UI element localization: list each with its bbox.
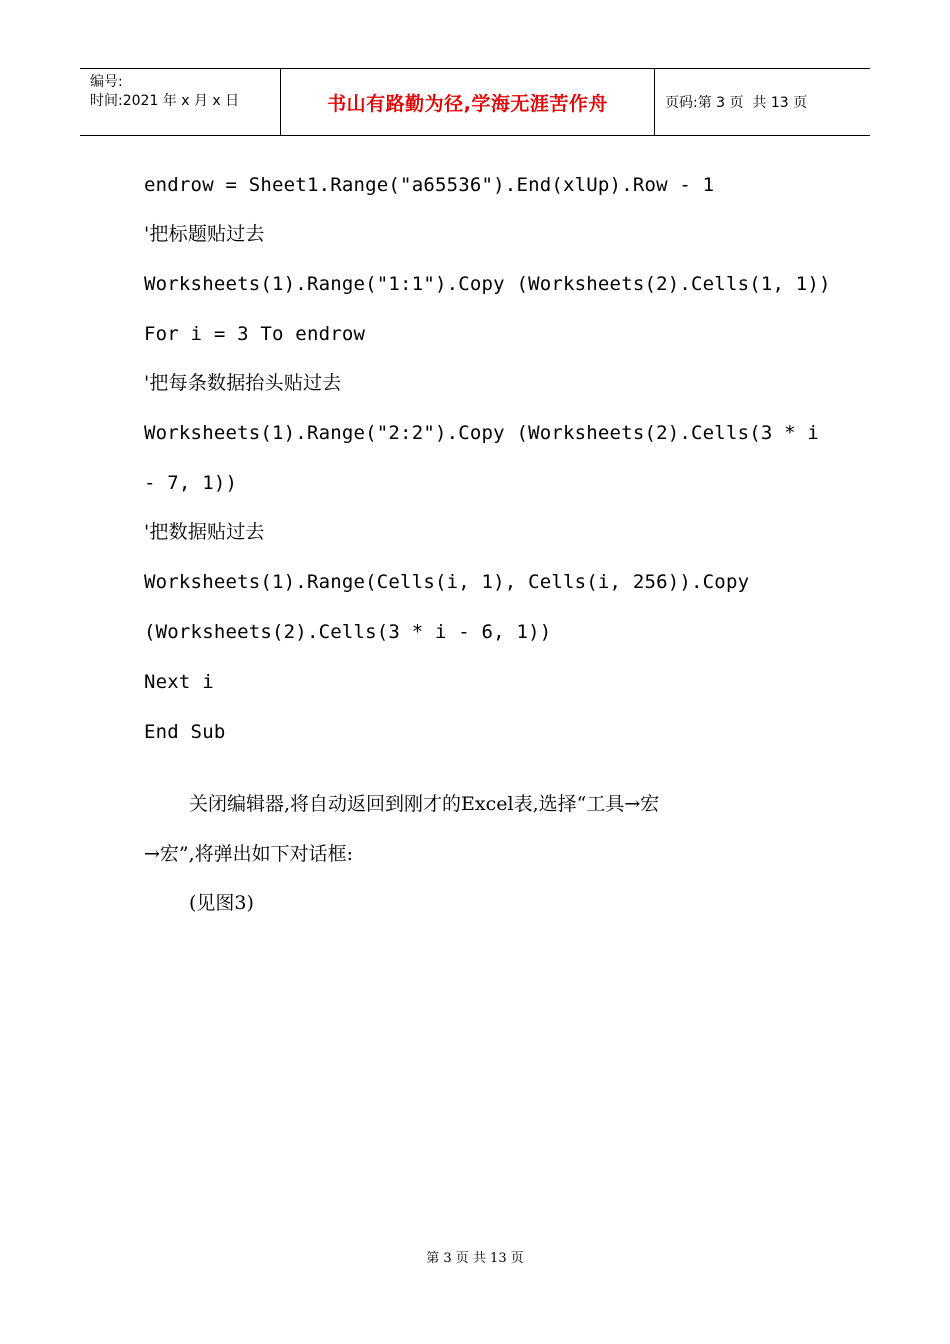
code-comment: '把数据贴过去: [144, 521, 265, 543]
code-line: For i = 3 To endrow: [144, 323, 366, 345]
header-page-cell: [655, 69, 870, 135]
code-line: endrow = Sheet1.Range("a65536").End(xlUp).Row - 1: [144, 174, 715, 196]
page-header: [80, 68, 870, 136]
code-line: Worksheets(1).Range(Cells(i, 1), Cells(i, 256)).Copy: [144, 571, 750, 593]
footer-page-number: 第 3 页 共 13 页: [426, 1251, 524, 1266]
code-line: Worksheets(1).Range("1:1").Copy (Worksheets(2).Cells(1, 1)): [144, 273, 831, 295]
header-motto: 书山有路勤为径,学海无涯苦作舟: [327, 92, 608, 115]
code-line: Worksheets(1).Range("2:2").Copy (Worksheets(2).Cells(3 * i: [144, 422, 820, 444]
page-footer: [0, 1247, 950, 1266]
figure-reference: (见图3): [189, 892, 254, 914]
code-line: Next i: [144, 671, 214, 693]
document-time-label: 时间:2021 年 x 月 x 日: [90, 93, 240, 109]
code-comment: '把每条数据抬头贴过去: [144, 372, 342, 394]
code-comment: '把标题贴过去: [144, 223, 265, 245]
code-line: (Worksheets(2).Cells(3 * i - 6, 1)): [144, 621, 552, 643]
body-paragraph-line: 关闭编辑器,将自动返回到刚才的Excel表,选择“工具→宏: [189, 793, 660, 815]
code-line: - 7, 1)): [144, 472, 238, 494]
header-motto-cell: [281, 69, 655, 135]
code-line: End Sub: [144, 721, 226, 743]
body-paragraph-line: →宏”,将弹出如下对话框:: [144, 843, 354, 865]
header-page-number: 页码:第 3 页 共 13 页: [665, 95, 808, 111]
document-number-label: 编号:: [90, 74, 123, 90]
header-info-cell: [80, 69, 281, 135]
